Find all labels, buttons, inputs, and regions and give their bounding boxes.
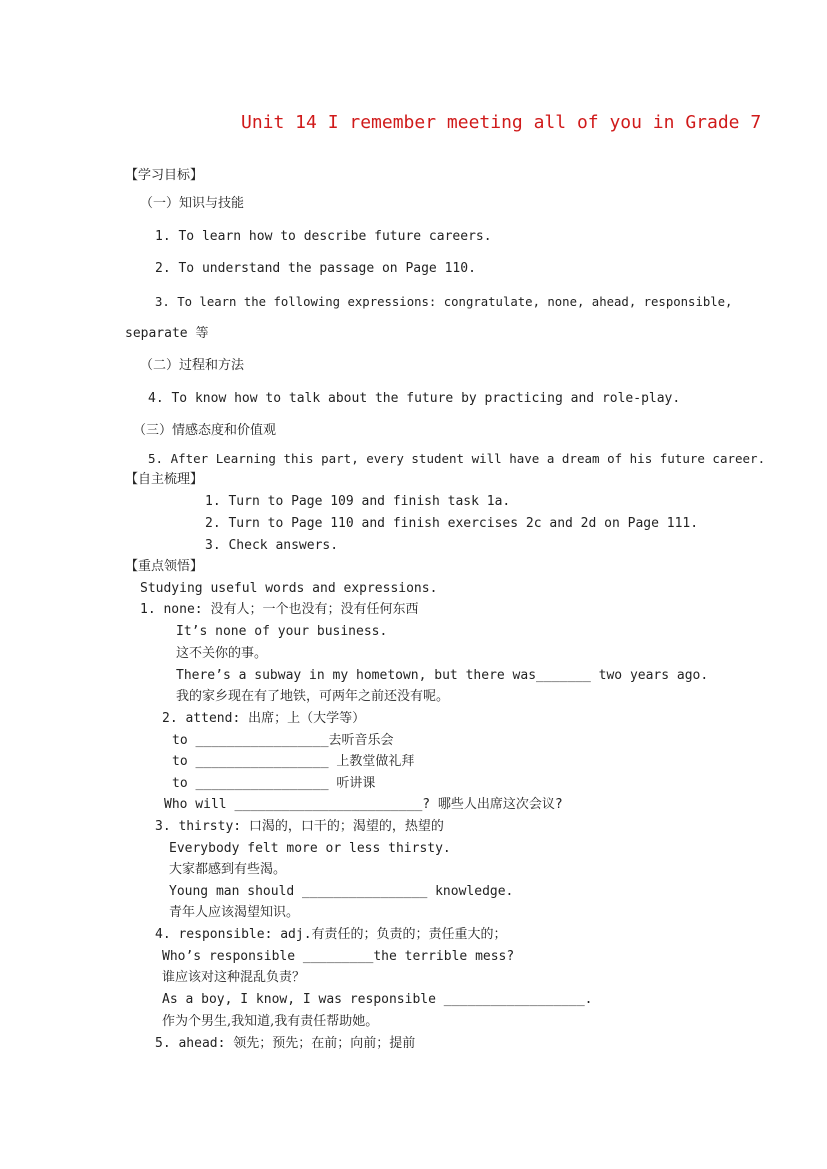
key-none-example-1: It’s none of your business. xyxy=(176,624,388,639)
key-intro: Studying useful words and expressions. xyxy=(140,581,438,596)
goal-item-3-cont: separate 等 xyxy=(125,326,209,341)
subheading-process: （二）过程和方法 xyxy=(140,358,245,373)
key-thirsty-example-1: Everybody felt more or less thirsty. xyxy=(169,841,451,856)
section-heading-goals: 【学习目标】 xyxy=(125,168,204,183)
subheading-knowledge: （一）知识与技能 xyxy=(140,196,245,211)
goal-item-5: 5. After Learning this part, every student will have a dream of his future career. xyxy=(148,451,766,466)
key-none-translation-1: 这不关你的事。 xyxy=(176,646,268,661)
key-ahead-heading: 5. ahead: 领先；预先；在前；向前；提前 xyxy=(155,1036,416,1051)
subheading-attitude: （三）情感态度和价值观 xyxy=(133,423,277,438)
key-thirsty-example-2: Young man should ________________ knowledge. xyxy=(169,884,514,899)
key-responsible-example-1: Who’s responsible _________the terrible mess? xyxy=(162,949,515,964)
key-attend-blank-1: to _________________去听音乐会 xyxy=(172,733,394,748)
key-attend-heading: 2. attend: 出席；上（大学等） xyxy=(162,711,366,726)
key-attend-blank-3: to _________________ 听讲课 xyxy=(172,776,376,791)
key-none-example-2: There’s a subway in my hometown, but there was_______ two years ago. xyxy=(176,668,709,683)
goal-item-1: 1. To learn how to describe future careers. xyxy=(155,229,492,244)
goal-item-2: 2. To understand the passage on Page 110. xyxy=(155,261,476,276)
key-responsible-translation-1: 谁应该对这种混乱负责？ xyxy=(162,970,306,985)
goal-item-4: 4. To know how to talk about the future by practicing and role-play. xyxy=(148,391,681,406)
key-thirsty-translation-2: 青年人应该渴望知识。 xyxy=(169,905,300,920)
task-item-1: 1. Turn to Page 109 and finish task 1a. xyxy=(205,494,511,509)
task-item-3: 3. Check answers. xyxy=(205,538,339,553)
goal-item-3: 3. To learn the following expressions: congratulate, none, ahead, responsible, xyxy=(155,295,733,309)
task-item-2: 2. Turn to Page 110 and finish exercises 2c and 2d on Page 111. xyxy=(205,516,699,531)
page-title: Unit 14 I remember meeting all of you in Grade 7 xyxy=(241,112,762,133)
key-thirsty-heading: 3. thirsty: 口渴的，口干的；渴望的，热望的 xyxy=(155,819,444,834)
key-none-translation-2: 我的家乡现在有了地铁，可两年之前还没有呢。 xyxy=(176,689,450,704)
key-responsible-example-2: As a boy, I know, I was responsible __________________. xyxy=(162,992,593,1007)
key-responsible-translation-2: 作为个男生,我知道,我有责任帮助她。 xyxy=(162,1014,379,1029)
section-heading-key-points: 【重点领悟】 xyxy=(125,559,204,574)
key-responsible-heading: 4. responsible: adj.有责任的；负责的；责任重大的； xyxy=(155,927,507,942)
key-none-heading: 1. none: 没有人；一个也没有；没有任何东西 xyxy=(140,602,419,617)
key-thirsty-translation-1: 大家都感到有些渴。 xyxy=(169,862,287,877)
section-heading-self-study: 【自主梳理】 xyxy=(125,472,204,487)
key-attend-blank-4: Who will ________________________? 哪些人出席这次会议? xyxy=(164,797,563,812)
key-attend-blank-2: to _________________ 上教堂做礼拜 xyxy=(172,754,415,769)
